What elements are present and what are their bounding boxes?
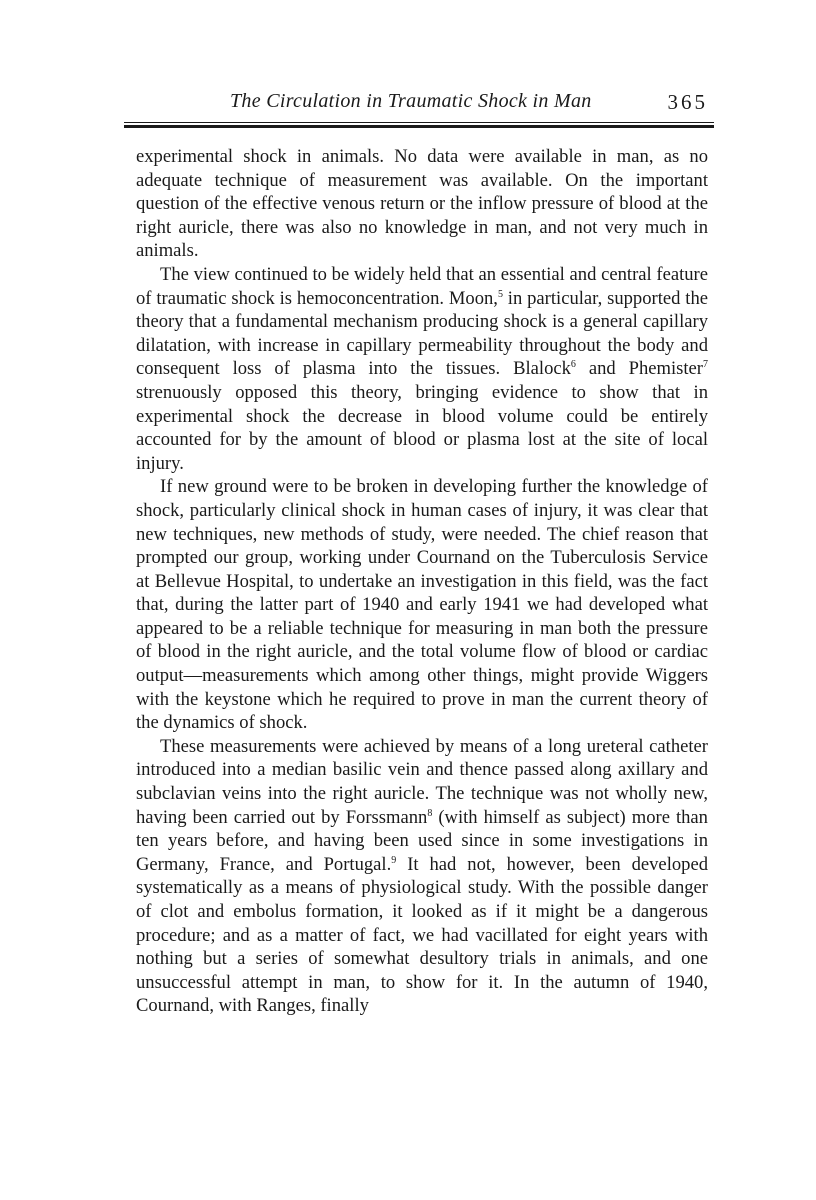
paragraph-text: strenuously opposed this theory, bringing evidence to show that in experimental shock the decrease in blood volume could be entirely accounted for by the amount of blood or plasma lost at the site of local injury. — [136, 381, 708, 474]
paragraph-2 — [136, 263, 708, 475]
paragraph-3 — [136, 475, 708, 735]
running-title: The Circulation in Traumatic Shock in Man — [230, 90, 592, 112]
paragraph-text: and Phemister — [575, 358, 703, 380]
paragraph-text: experimental shock in animals. No data were available in man, as no adequate technique of measurement was available. On the important question of the effective venous return or the inflow pressure of blood at the right auricle, there was also no knowledge in man, and not very much in animals. — [136, 146, 708, 262]
page-number: 365 — [667, 90, 708, 114]
body-text — [136, 145, 708, 1018]
paragraph-4 — [136, 735, 708, 1018]
header-rule-thin — [124, 122, 714, 123]
paragraph-text: (with himself as subject) more than ten years before, and having been used since in some investigations in Germany, France, and Portugal. — [136, 806, 708, 875]
paragraph-text: These measurements were achieved by means of a long ureteral catheter introduced into a median basilic vein and thence passed along axillary and subclavian veins into the right auricle. The technique was not wholly new, having been carried out by Forssmann — [136, 735, 708, 828]
paragraph-text: The view continued to be widely held that an essential and central feature of traumatic shock is hemoconcentration. Moon, — [136, 263, 708, 309]
paragraph-text: If new ground were to be broken in developing further the knowledge of shock, particularly clinical shock in human cases of injury, it was clear that new techniques, new methods of study, were needed. The chief reason that prompted our group, working under Cournand on the Tuberculosis Service at Bellevue Hospital, to undertake an investigation in this field, was the fact that, during the latter part of 1940 and early 1941 we had developed what appeared to be a reliable technique for measuring in man both the pressure of blood in the right auricle, and the total volume flow of blood or cardiac output—measurements which among other things, might provide Wiggers with the keystone which he required to prove in man the current theory of the dynamics of shock. — [136, 476, 708, 734]
running-header — [124, 88, 714, 120]
footnote-ref-7: 7 — [702, 359, 708, 371]
footnote-ref-8: 8 — [427, 807, 433, 819]
footnote-ref-6: 6 — [570, 359, 576, 371]
paragraph-1 — [136, 145, 708, 263]
header-rule-thick — [124, 125, 714, 128]
paragraph-text: in particular, supported the theory that a fundamental mechanism producing shock is a general capillary dilatation, with increase in capillary permeability throughout the body and consequent loss of plasma into the tissues. Blalock — [136, 287, 708, 380]
footnote-ref-5: 5 — [497, 288, 503, 300]
paragraph-text: It had not, however, been developed systematically as a means of physiological study. With the possible danger of clot and embolus formation, it looked as if it might be a dangerous procedure; and as a matter of fact, we had vacillated for eight years with nothing but a series of somewhat desultory trials in animals, and one unsuccessful attempt in man, to show for it. In the autumn of 1940, Cournand, with Ranges, finally — [136, 853, 708, 1017]
footnote-ref-9: 9 — [391, 854, 397, 866]
